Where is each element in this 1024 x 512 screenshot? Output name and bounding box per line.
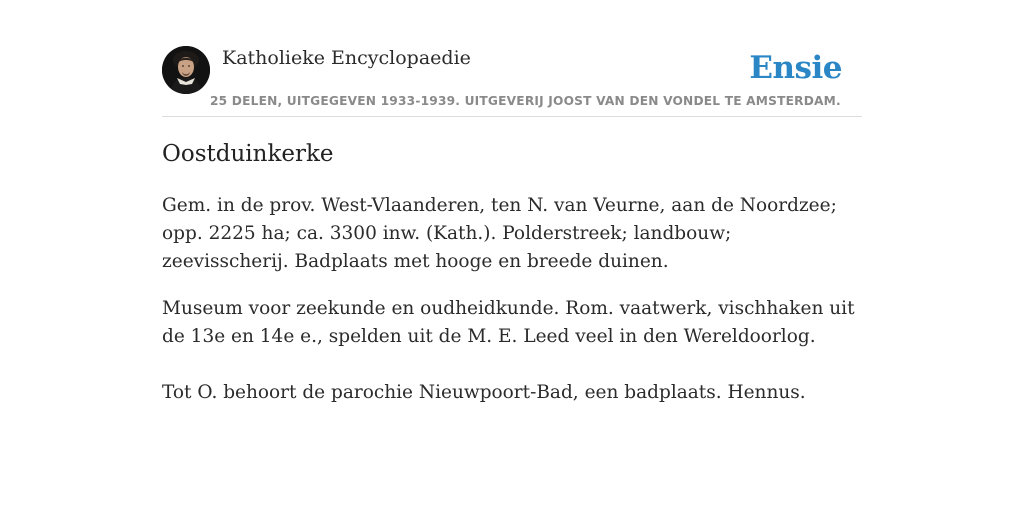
article-title: Oostduinkerke — [162, 141, 334, 167]
portrait-avatar[interactable] — [162, 46, 210, 94]
site-title[interactable]: Katholieke Encyclopaedie — [222, 47, 471, 69]
portrait-icon — [162, 46, 210, 94]
article-paragraph: Museum voor zeekunde en oudheidkunde. Rom. vaatwerk, vischhaken uit de 13e en 14e e., spelden uit de M. E. Leed veel in den Wereldoorlog. — [162, 298, 855, 347]
publication-subtitle: 25 DELEN, UITGEGEVEN 1933-1939. UITGEVERIJ JOOST VAN DEN VONDEL TE AMSTERDAM. — [210, 94, 841, 108]
article-paragraph: Gem. in de prov. West-Vlaanderen, ten N. van Veurne, aan de Noordzee; opp. 2225 ha; ca. 3300 inw. (Kath.). Polderstreek; landbouw; zeevisscherij. Badplaats met hooge en breede duinen. — [162, 195, 837, 272]
article-paragraph: Tot O. behoort de parochie Nieuwpoort-Bad, een badplaats. Hennus. — [162, 382, 806, 403]
ensie-logo-link[interactable]: Ensie — [749, 50, 842, 86]
site-header — [162, 44, 862, 117]
article — [162, 138, 862, 407]
